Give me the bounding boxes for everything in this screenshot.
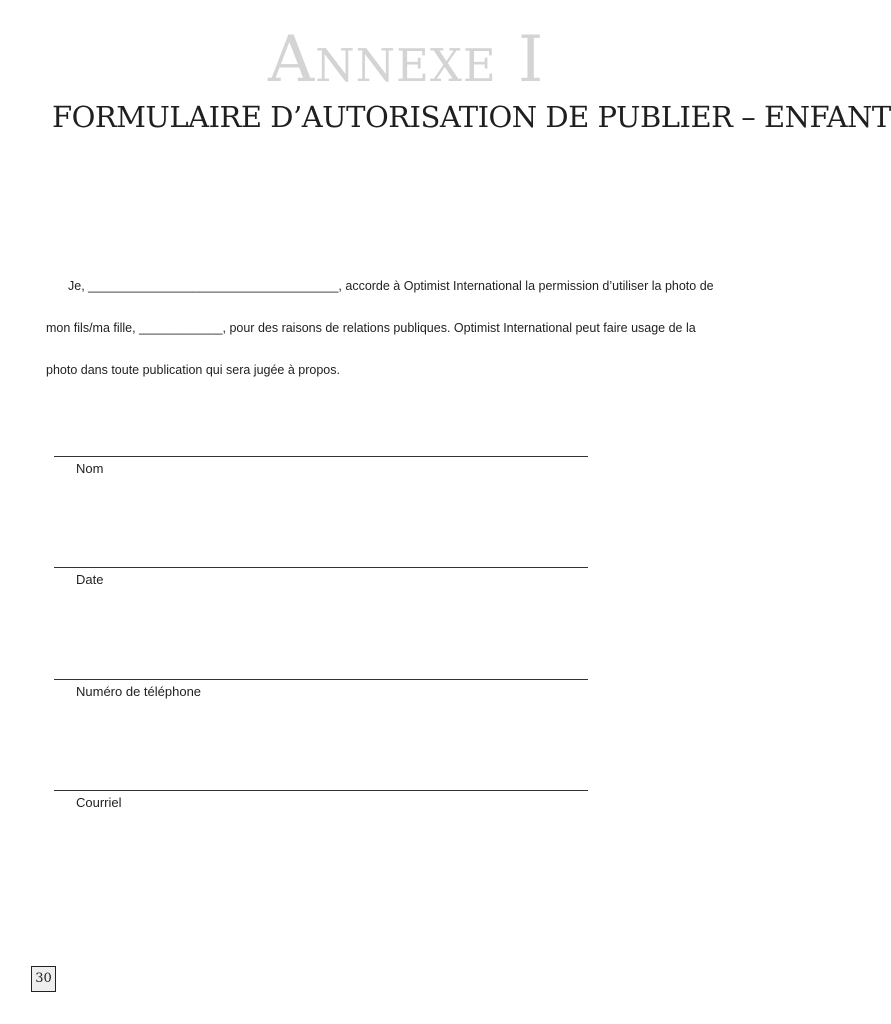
paragraph-line-2: mon fils/ma fille, ____________, pour des raisons de relations publiques. Optimist International peut faire usage de la — [46, 321, 696, 335]
date-field-label: Date — [76, 572, 104, 587]
phone-field-label: Numéro de téléphone — [76, 684, 202, 699]
paragraph-line-1-text: Je, ____________________________________, accorde à Optimist International la permission d’utiliser la photo de — [68, 279, 714, 293]
email-field[interactable] — [54, 790, 588, 810]
name-field-label: Nom — [76, 461, 104, 476]
page-number: 30 — [31, 966, 56, 992]
form-title: FORMULAIRE D’AUTORISATION DE PUBLIER – ENFANT — [52, 100, 891, 135]
phone-field[interactable] — [54, 679, 588, 699]
email-field-label: Courriel — [76, 795, 122, 810]
paragraph-line-1 — [46, 265, 726, 307]
date-field[interactable] — [54, 567, 588, 587]
name-field[interactable] — [54, 456, 588, 476]
page-header — [0, 23, 891, 135]
annex-title: Annexe I — [268, 23, 545, 97]
paragraph-line-3: photo dans toute publication qui sera jugée à propos. — [46, 363, 340, 377]
authorization-paragraph — [46, 265, 726, 391]
